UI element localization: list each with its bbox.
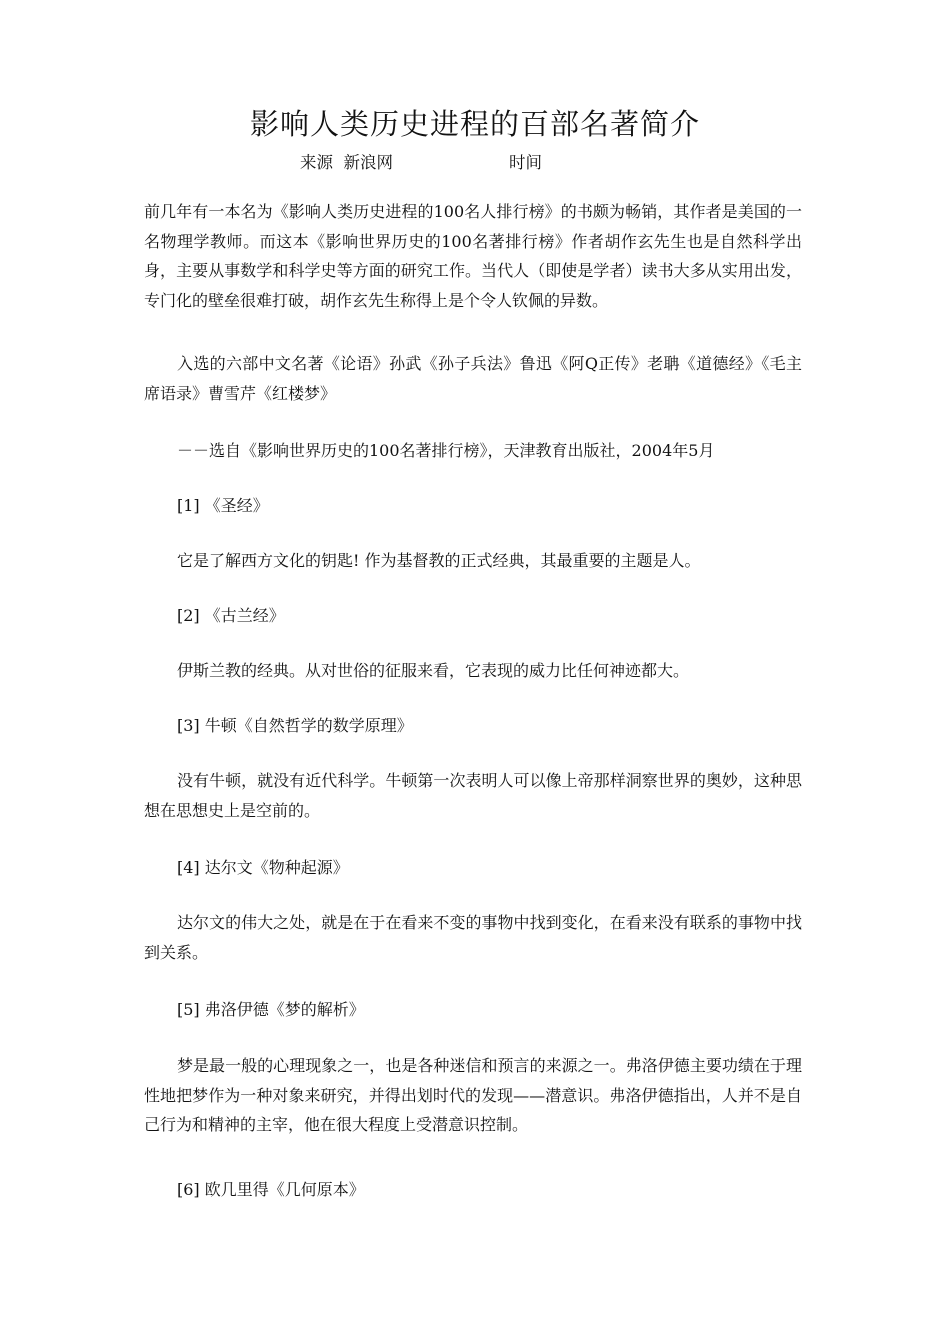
entry-heading-3: [3] 牛顿《自然哲学的数学原理》 (177, 716, 413, 735)
entry-text-2: 伊斯兰教的经典。从对世俗的征服来看，它表现的威力比任何神迹都大。 (177, 661, 690, 680)
document-title: 影响人类历史进程的百部名著简介 (249, 107, 700, 141)
entry-text-4: 达尔文的伟大之处，就是在于在看来不变的事物中找到变化，在看来没有联系的事物中找到关系。 (144, 913, 802, 962)
entry-text-3: 没有牛顿，就没有近代科学。牛顿第一次表明人可以像上帝那样洞察世界的奥妙，这种思想在思想史上是空前的。 (144, 771, 802, 820)
entry-heading-1: [1] 《圣经》 (177, 496, 269, 515)
intro-paragraph: 前几年有一本名为《影响人类历史进程的100名人排行榜》的书颇为畅销，其作者是美国的一名物理学教师。而这本《影响世界历史的100名著排行榜》作者胡作玄先生也是自然科学出身，主要从事数学和科学史等方面的研究工作。当代人（即使是学者）读书大多从实用出发，专门化的壁垒很难打破，胡作玄先生称得上是个令人钦佩的异数。 (144, 202, 802, 310)
entry-heading-6: [6] 欧几里得《几何原本》 (177, 1180, 365, 1199)
entry-text-5: 梦是最一般的心理现象之一，也是各种迷信和预言的来源之一。弗洛伊德主要功绩在于理性地把梦作为一种对象来研究，并得出划时代的发现——潜意识。弗洛伊德指出，人并不是自己行为和精神的主宰，他在很大程度上受潜意识控制。 (144, 1056, 802, 1134)
entry-heading-4: [4] 达尔文《物种起源》 (177, 858, 349, 877)
entry-heading-5: [5] 弗洛伊德《梦的解析》 (177, 1000, 365, 1019)
source-line: 来源 新浪网 (300, 153, 393, 172)
chinese-books-paragraph: 入选的六部中文名著《论语》孙武《孙子兵法》鲁迅《阿Q正传》老聃《道德经》《毛主席语录》曹雪芹《红楼梦》 (144, 354, 802, 403)
time-label: 时间 (509, 153, 542, 172)
entry-text-1: 它是了解西方文化的钥匙! 作为基督教的正式经典，其最重要的主题是人。 (177, 551, 701, 570)
entry-heading-2: [2] 《古兰经》 (177, 606, 285, 625)
source-note: －－选自《影响世界历史的100名著排行榜》，天津教育出版社，2004年5月 (177, 441, 715, 460)
